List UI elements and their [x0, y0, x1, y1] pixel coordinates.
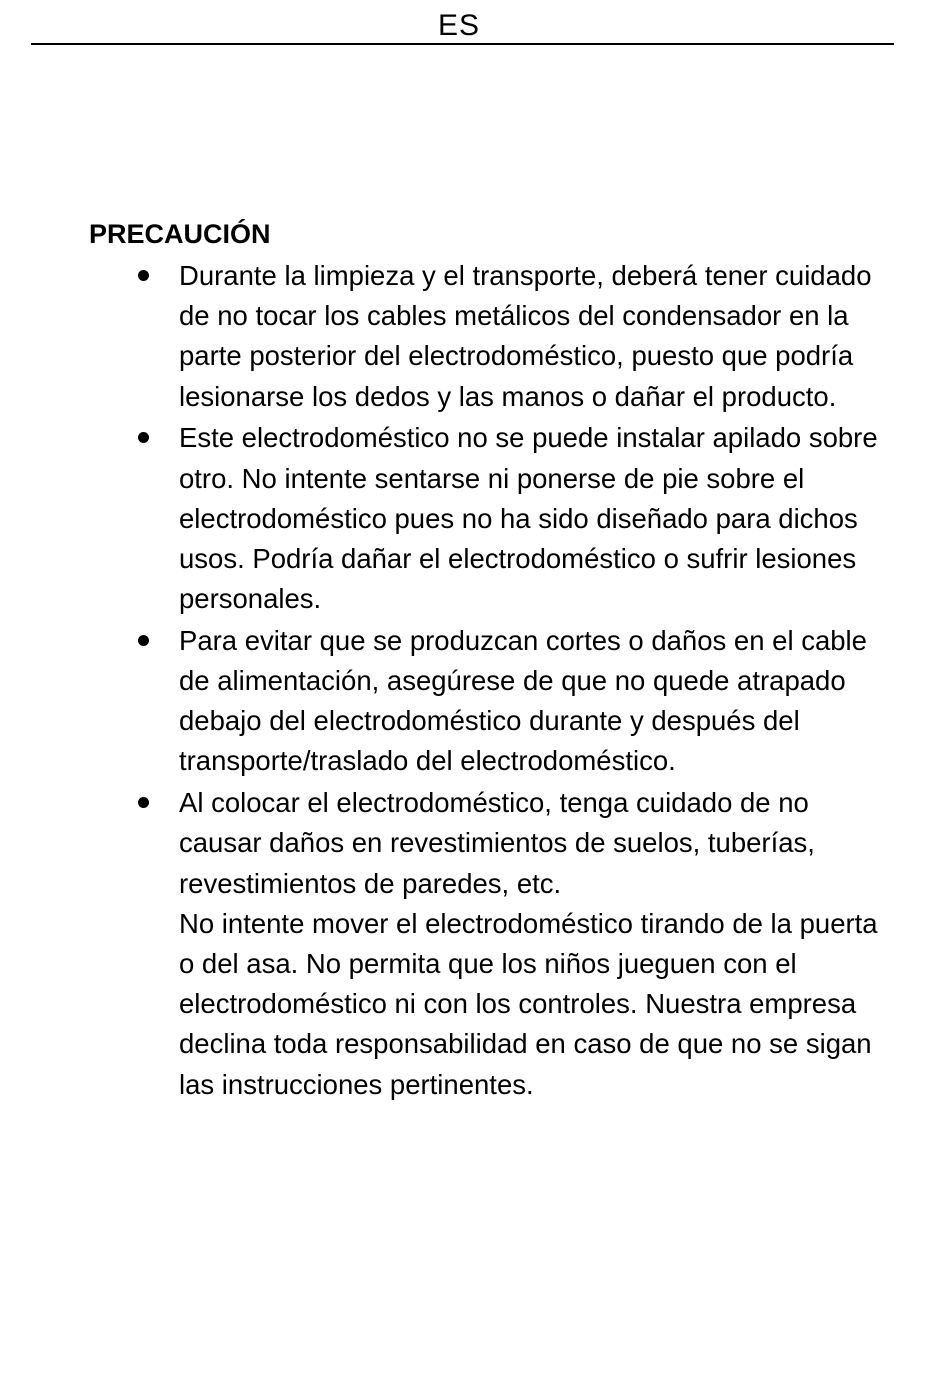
bullet-icon: [138, 432, 149, 443]
list-item-text: Para evitar que se produzcan cortes o daños en el cable de alimentación, asegúrese de que no quede atrapado debajo del electrodoméstico durante y después del transporte/traslado del electrodoméstico.: [179, 624, 867, 777]
list-item: [89, 621, 879, 782]
list-item-text-continued: No intente mover el electrodoméstico tirando de la puerta o del asa. No permita que los niños jueguen con el electrodoméstico ni con los controles. Nuestra empresa declina toda responsabilidad en caso de que no se sigan las instrucciones pertinentes.: [179, 907, 878, 1100]
list-item: [89, 418, 879, 619]
language-code: ES: [437, 9, 481, 42]
bullet-icon: [138, 797, 149, 808]
section-title: PRECAUCIÓN: [89, 219, 271, 249]
bullet-icon: [138, 635, 149, 646]
list-item-text: Durante la limpieza y el transporte, deberá tener cuidado de no tocar los cables metálicos del condensador en la parte posterior del electrodoméstico, puesto que podría lesionarse los dedos y las manos o dañar el producto.: [179, 260, 872, 412]
bullet-icon: [138, 270, 149, 281]
list-item: [89, 783, 879, 1105]
caution-section: [89, 214, 879, 1106]
list-item-text: Al colocar el electrodoméstico, tenga cuidado de no causar daños en revestimientos de suelos, tuberías, revestimientos de paredes, etc.: [179, 787, 815, 899]
list-item-text: Este electrodoméstico no se puede instalar apilado sobre otro. No intente sentarse ni ponerse de pie sobre el electrodoméstico pues no ha sido diseñado para dichos usos. Podría dañar el electrodoméstico o sufrir lesiones personales.: [179, 422, 878, 615]
list-item: [89, 256, 879, 417]
caution-list: [89, 256, 879, 1105]
header-divider: [31, 43, 894, 45]
